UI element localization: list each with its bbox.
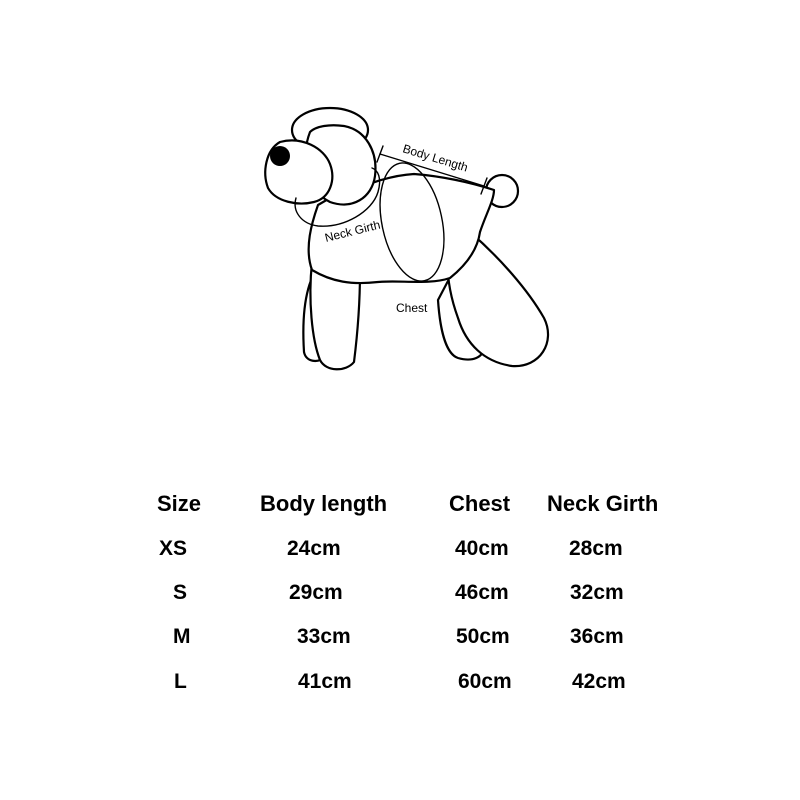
row-l-body-length: 41cm (298, 670, 352, 693)
row-s-body-length: 29cm (289, 581, 343, 604)
size-chart-table (0, 485, 800, 715)
header-neck-girth: Neck Girth (547, 491, 659, 516)
row-l-neck-girth: 42cm (572, 670, 626, 693)
row-s-chest: 46cm (455, 581, 509, 604)
row-l-chest: 60cm (458, 670, 512, 693)
dog-nose (270, 146, 290, 166)
neck-girth-label: Neck Girth (323, 217, 382, 245)
header-size: Size (157, 491, 202, 516)
body-length-label: Body Length (401, 141, 470, 175)
row-m-neck-girth: 36cm (570, 625, 624, 648)
row-xs-neck-girth: 28cm (569, 537, 623, 560)
header-chest: Chest (449, 491, 511, 516)
row-l-size: L (174, 670, 187, 693)
row-xs-size: XS (159, 537, 188, 560)
chest-label: Chest (396, 301, 428, 315)
row-m-chest: 50cm (456, 625, 510, 648)
header-body-length: Body length (260, 491, 388, 516)
row-m-size: M (173, 625, 191, 648)
row-s-neck-girth: 32cm (570, 581, 624, 604)
row-xs-body-length: 24cm (287, 537, 341, 560)
row-s-size: S (173, 581, 188, 604)
row-xs-chest: 40cm (455, 537, 509, 560)
row-m-body-length: 33cm (297, 625, 351, 648)
